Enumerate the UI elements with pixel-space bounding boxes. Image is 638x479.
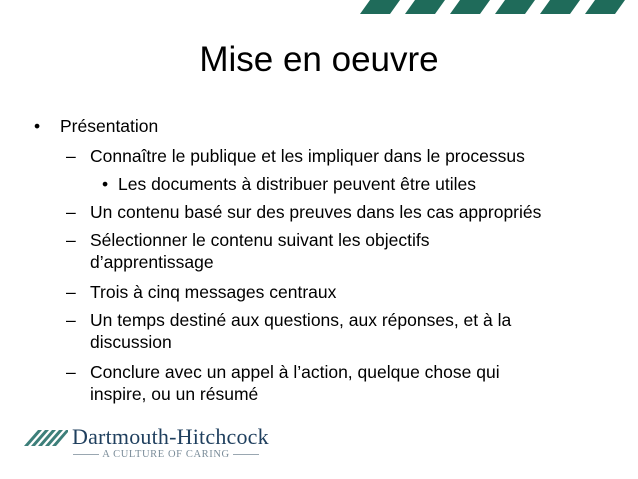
bullet-item (66, 145, 525, 167)
tagline-rule-left (73, 454, 99, 455)
bullet-item (34, 115, 158, 137)
bullet-marker: – (66, 282, 76, 302)
bullet-text: Trois à cinq messages centraux (90, 282, 337, 302)
bullet-marker: • (34, 116, 41, 136)
bullet-text: Conclure avec un appel à l’action, quelque chose qui inspire, ou un résumé (90, 362, 500, 404)
bullet-item (66, 201, 541, 223)
bullet-marker: – (66, 310, 76, 330)
slide-title: Mise en oeuvre (199, 40, 439, 79)
bullet-marker: – (66, 202, 76, 222)
bullet-item (66, 361, 500, 405)
bullet-marker: – (66, 230, 76, 250)
bullet-item (66, 229, 430, 273)
bullet-marker: – (66, 146, 76, 166)
bullet-text: Connaître le publique et les impliquer dans le processus (90, 146, 525, 166)
bullet-text: Un temps destiné aux questions, aux réponses, et à la discussion (90, 310, 512, 352)
bullet-text: Sélectionner le contenu suivant les objectifs d’apprentissage (90, 230, 430, 272)
bullet-marker: – (66, 362, 76, 382)
bullet-item (66, 309, 511, 353)
logo-mark-icon (22, 424, 68, 448)
bullet-text: Un contenu basé sur des preuves dans les cas appropriés (90, 202, 542, 222)
logo-tagline: A CULTURE OF CARING (66, 449, 266, 460)
bullet-text: Présentation (60, 116, 159, 136)
bullet-marker: • (102, 174, 109, 194)
bullet-item (66, 281, 336, 303)
bullet-text: Les documents à distribuer peuvent être utiles (118, 174, 476, 194)
tagline-rule-right (233, 454, 259, 455)
decorative-stripes (360, 0, 638, 14)
dartmouth-hitchcock-logo (22, 424, 292, 466)
logo-name: Dartmouth-Hitchcock (72, 424, 269, 449)
bullet-item (102, 173, 476, 195)
